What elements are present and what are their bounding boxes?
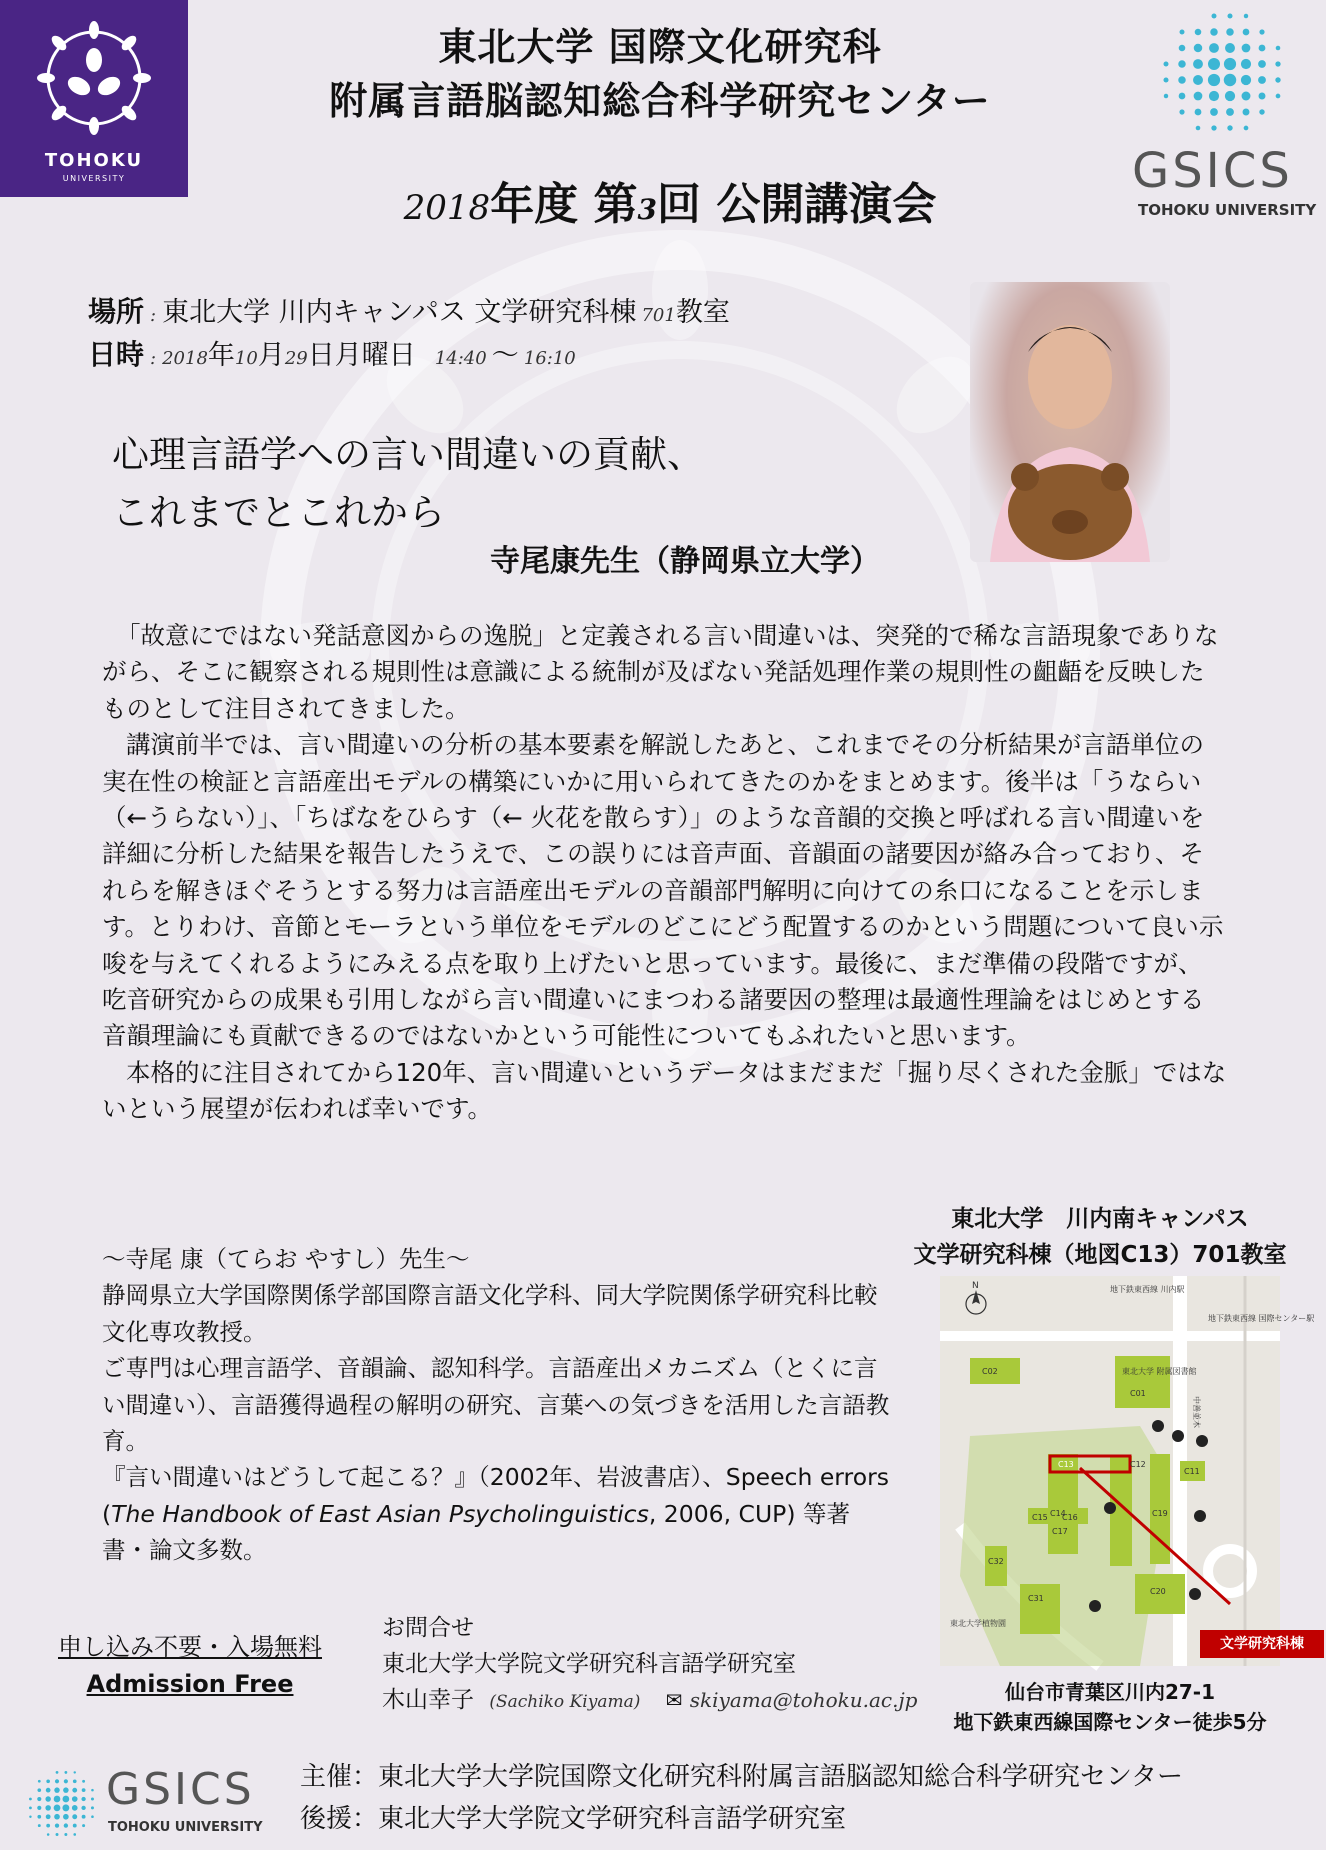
map-building-c20: C20 [1150, 1587, 1166, 1596]
map-caption-2: 文学研究科棟（地図C13）701教室 [913, 1242, 1287, 1268]
logo-dot [1227, 13, 1232, 18]
map-building-c17: C17 [1052, 1527, 1068, 1536]
footer-host [300, 1756, 1183, 1798]
map-caption-1: 東北大学 川内南キャンパス [951, 1206, 1249, 1232]
logo-dot [38, 1780, 41, 1783]
logo-dot [1242, 44, 1251, 53]
logo-dot [47, 1833, 50, 1836]
event-title-b: 回 公開講演会 [657, 179, 937, 230]
profile-affiliation: 静岡県立大学国際関係学部国際言語文化学科、同大学院関係学研究科比較文化専攻教授。 [102, 1281, 878, 1346]
logo-dot [1276, 94, 1281, 99]
logo-dot [91, 1806, 94, 1809]
event-number: 3 [637, 193, 657, 226]
map-building-c02: C02 [982, 1367, 998, 1376]
logo-dot [1195, 109, 1202, 116]
publications-book: The Handbook of East Asian Psycholinguistics [111, 1499, 649, 1528]
map-building-c11: C11 [1184, 1467, 1200, 1476]
tohoku-university-logo [0, 0, 188, 197]
logo-dot [82, 1815, 86, 1819]
map-library-label: 東北大学 附属図書館 [1122, 1367, 1197, 1376]
logo-dot [56, 1833, 59, 1836]
admission-jp: 申し込み不要・入場無料 [58, 1633, 322, 1661]
map-target-label: 文学研究科棟 [1200, 1630, 1324, 1658]
logo-dot [1180, 30, 1185, 35]
speaker-profile [102, 1241, 892, 1569]
map-building-c31: C31 [1028, 1594, 1044, 1603]
admission-box [50, 1628, 330, 1702]
logo-subname: UNIVERSITY [62, 174, 126, 183]
logo-dot [1241, 75, 1251, 85]
logo-dot [1244, 14, 1248, 18]
gsics-logo-top [1130, 8, 1320, 223]
logo-dot [54, 1787, 59, 1792]
time-start: 14:40 [434, 348, 487, 369]
logo-dot [37, 1815, 41, 1819]
logo-dot [1179, 109, 1184, 114]
gsics-logo-bottom [20, 1758, 270, 1842]
dot-sphere-icon [1158, 8, 1288, 138]
logo-dot [56, 1771, 59, 1774]
logo-dot [54, 1796, 61, 1803]
logo-dot [82, 1780, 85, 1783]
logo-dot [82, 1824, 85, 1827]
time-end: 16:10 [523, 348, 576, 369]
logo-dot [45, 1805, 51, 1811]
logo-dot [63, 1787, 69, 1793]
logo-dot [1196, 126, 1201, 131]
logo-dot [91, 1798, 94, 1801]
logo-dot [1225, 43, 1235, 53]
event-year: 2018 [403, 188, 491, 228]
map-right-station: 地下鉄東西線 国際センター駅 [1208, 1314, 1315, 1323]
abstract-paragraph-1: 「故意にではない発話意図からの逸脱」と定義される言い間違いは、突発的で稀な言語現象でありながら、そこに観察される規則性は意識による統制が及ばない発話処理作業の規則性の齟齬を反映したものとして注目されてきました。 [102, 621, 1219, 723]
logo-dot [1276, 46, 1281, 51]
support-sep: ： [352, 1804, 379, 1834]
logo-dot [72, 1814, 77, 1819]
host-text: 東北大学大学院国際文化研究科附属言語脳認知総合科学研究センター [378, 1762, 1183, 1792]
contact-name-en: (Sachiko Kiyama) [489, 1692, 641, 1712]
date-month: 10 [234, 348, 258, 369]
date-day-unit: 日 [307, 340, 335, 371]
lecture-title-line-2: これまでとこれから [112, 491, 445, 534]
logo-dot [1179, 45, 1186, 52]
header-line-1: 東北大学 国際文化研究科 [438, 25, 882, 69]
map-building-c13: C13 [1058, 1460, 1074, 1469]
logo-dot [38, 1824, 41, 1827]
host-sep: ： [352, 1762, 379, 1792]
logo-dot [64, 1771, 67, 1774]
date-year: 2018 [162, 348, 208, 369]
contact-heading: お問合せ [382, 1615, 474, 1641]
venue-label: 場所 [88, 295, 145, 328]
logo-dot [46, 1814, 51, 1819]
svg-text:N: N [972, 1281, 979, 1291]
dot-sphere-icon [26, 1768, 98, 1840]
venue-line [88, 290, 730, 330]
map-building-c14: C14 [1050, 1509, 1066, 1518]
map-garden-label: 東北大学植物園 [950, 1619, 1006, 1628]
contact-org: 東北大学大学院文学研究科言語学研究室 [382, 1651, 796, 1677]
logo-dot [37, 1788, 41, 1792]
logo-dot [1243, 109, 1250, 116]
map-building-c12: C12 [1130, 1460, 1146, 1469]
profile-publications [102, 1459, 892, 1568]
abstract [102, 618, 1227, 1128]
date-month-unit: 月 [257, 340, 285, 371]
datetime-line [88, 333, 576, 373]
abstract-paragraph-3: 本格的に注目されてから120年、言い間違いというデータはまだまだ「掘り尽くされた金脈」ではないという展望が伝われば幸いです。 [102, 1057, 1227, 1124]
time-tilde: 〜 [491, 340, 519, 371]
speaker-name: 寺尾康先生（静岡県立大学） [490, 544, 880, 579]
logo-dot [72, 1788, 77, 1793]
logo-dot [1209, 43, 1219, 53]
logo-dot [1224, 58, 1236, 70]
campus-map [940, 1276, 1315, 1666]
logo-dot [73, 1824, 77, 1828]
logo-dot [29, 1816, 31, 1818]
profile-specialty: ご専門は心理言語学、音韻論、認知科学。言語産出メカニズム（とくに言い間違い）、言語獲得過程の解明の研究、言葉への気づきを活用した言語教育。 [102, 1354, 890, 1456]
logo-dot [1259, 29, 1264, 34]
map-building-c16: C16 [1062, 1513, 1078, 1522]
logo-dot [81, 1806, 85, 1810]
logo-dot [1224, 74, 1236, 86]
logo-dot [63, 1814, 69, 1820]
logo-dot [72, 1796, 78, 1802]
logo-dot [46, 1779, 50, 1783]
logo-dot [55, 1779, 59, 1783]
speaker-portrait-icon [970, 282, 1170, 562]
host-label: 主催 [300, 1762, 353, 1792]
logo-dot [46, 1788, 51, 1793]
logo-dot [62, 1796, 69, 1803]
logo-dot [1227, 125, 1232, 130]
logo-dot [1209, 91, 1219, 101]
logo-dot [37, 1797, 41, 1801]
logo-dot [1259, 109, 1264, 114]
abstract-paragraph-2: 講演前半では、言い間違いの分析の基本要素を解説したあと、これまでその分析結果が言語単位の実在性の検証と言語産出モデルの構築にいかに用いられてきたのかをまとめます。後半は「うならい（←うらない）」、「ちばなをひらす（← 火花を散らす）」のような音韻的交換と呼ばれる言い間違いを詳細に分析した結果を報告したうえで、この誤りには音声面、音韻面の諸要因が絡み合っており、それらを解きほぐそうとする努力は言語産出モデルの音韻部門解明に向けての糸口になることを示します。とりわけ、音節とモーラという単位をモデルのどこにどう配置するのかという問題について良い示唆を与えてくれるようにみえる点を取り上げたいと思っています。最後に、まだ準備の段階ですが、吃音研究からの成果も引用しながら言い間違いにまつわる諸要因の整理は最適性理論をはじめとする音韻理論にも貢献できるのではないかという可能性についてもふれたいと思います。 [102, 730, 1224, 1051]
venue-room-number: 701 [641, 305, 676, 326]
logo-dot [29, 1798, 32, 1801]
logo-dot [1226, 108, 1234, 116]
profile-heading: 〜寺尾 康（てらお やすし）先生〜 [102, 1245, 470, 1273]
datetime-label: 日時 [88, 338, 145, 371]
leaf-wreath-icon [34, 18, 154, 138]
logo-dot [1163, 77, 1168, 82]
venue-room: 教室 [675, 297, 730, 328]
logo-dot [73, 1833, 76, 1836]
logo-name: TOHOKU [44, 150, 144, 171]
logo-dot [1211, 13, 1216, 18]
logo-dot [1275, 61, 1280, 66]
date-day: 29 [284, 348, 308, 369]
contact-block [382, 1610, 942, 1720]
logo-dot [1179, 93, 1186, 100]
event-title-a: 年度 第 [490, 179, 638, 230]
gsics-name: GSICS [1132, 143, 1293, 199]
logo-dot [45, 1796, 50, 1801]
support-label: 後援 [300, 1804, 353, 1834]
speaker-photo [970, 282, 1170, 562]
logo-dot [1243, 29, 1250, 36]
map-road-label: 中善並木 [1192, 1396, 1201, 1428]
date-weekday: 月曜日 [334, 340, 416, 371]
logo-dot [74, 1771, 76, 1773]
logo-dot [1193, 59, 1203, 69]
logo-dot [91, 1815, 94, 1818]
admission-en: Admission Free [86, 1670, 294, 1698]
footer-support [300, 1798, 846, 1840]
logo-dot [91, 1789, 94, 1792]
logo-dot [64, 1823, 68, 1827]
logo-dot [37, 1806, 41, 1810]
logo-dot [46, 1824, 50, 1828]
datetime-sep: : [150, 348, 157, 369]
venue-sep: : [150, 305, 157, 326]
logo-dot [1193, 75, 1203, 85]
logo-dot [29, 1806, 32, 1809]
logo-dot [55, 1823, 59, 1827]
map-address: 仙台市青葉区川内27-1 [1004, 1680, 1216, 1704]
logo-dot [1259, 45, 1266, 52]
logo-dot [1225, 91, 1235, 101]
venue-text: 東北大学 川内キャンパス 文学研究科棟 [162, 297, 637, 328]
logo-dot [1242, 92, 1251, 101]
logo-dot [1258, 60, 1266, 68]
logo-dot [81, 1797, 85, 1801]
campus-map-drawing [940, 1276, 1315, 1666]
contact-person [382, 1682, 942, 1720]
map-building-c15: C15 [1032, 1513, 1048, 1522]
logo-dot [54, 1814, 60, 1820]
map-access: 地下鉄東西線国際センター徒歩5分 [953, 1710, 1267, 1734]
logo-dot [1163, 61, 1168, 66]
logo-dot [1259, 93, 1266, 100]
lecture-title-line-1: 心理言語学への言い間違いの貢献、 [112, 433, 704, 476]
logo-dot [1195, 29, 1202, 36]
email-icon: ✉ [665, 1688, 683, 1712]
map-building-c19: C19 [1152, 1509, 1168, 1518]
logo-dot [1258, 76, 1266, 84]
contact-name: 木山幸子 [382, 1687, 474, 1713]
contact-email[interactable]: skiyama@tohoku.ac.jp [689, 1688, 918, 1712]
logo-dot [73, 1779, 77, 1783]
logo-dot [1241, 59, 1251, 69]
publications-c: , 2006, CUP) 等著書・論文多数。 [102, 1499, 850, 1565]
logo-dot [1194, 44, 1203, 53]
publications-a: 『言い間違いはどうして起こる？』（2002年、岩波書店）、Speech errors ( [102, 1463, 889, 1528]
map-building-c32: C32 [988, 1557, 1004, 1566]
logo-dot [1210, 28, 1217, 35]
date-year-unit: 年 [207, 340, 235, 371]
lecture-title [112, 426, 704, 542]
map-top-station: 地下鉄東西線 川内駅 [1110, 1285, 1185, 1294]
gsics-subname: TOHOKU UNIVERSITY [1138, 201, 1317, 219]
support-text: 東北大学大学院文学研究科言語学研究室 [378, 1804, 847, 1834]
logo-dot [1178, 76, 1186, 84]
event-title [320, 168, 1020, 232]
logo-dot [1178, 60, 1185, 67]
logo-dot [82, 1788, 86, 1792]
logo-dot [1244, 126, 1249, 131]
logo-dot [1208, 58, 1220, 70]
logo-dot [1226, 28, 1234, 36]
logo-dot [1275, 77, 1280, 82]
logo-dot [1194, 92, 1203, 101]
gsics-name-bottom: GSICS [106, 1764, 255, 1815]
logo-dot [1208, 74, 1220, 86]
header-line-2: 附属言語脳認知総合科学研究センター [329, 79, 991, 123]
map-building-c01: C01 [1130, 1389, 1146, 1398]
logo-dot [72, 1805, 78, 1811]
logo-dot [64, 1779, 68, 1783]
logo-dot [1210, 108, 1218, 116]
logo-dot [1211, 125, 1216, 130]
logo-dot [1164, 94, 1168, 98]
logo-dot [62, 1804, 69, 1811]
logo-dot [64, 1833, 67, 1836]
logo-dot [54, 1804, 61, 1811]
gsics-subname-bottom: TOHOKU UNIVERSITY [108, 1820, 263, 1835]
